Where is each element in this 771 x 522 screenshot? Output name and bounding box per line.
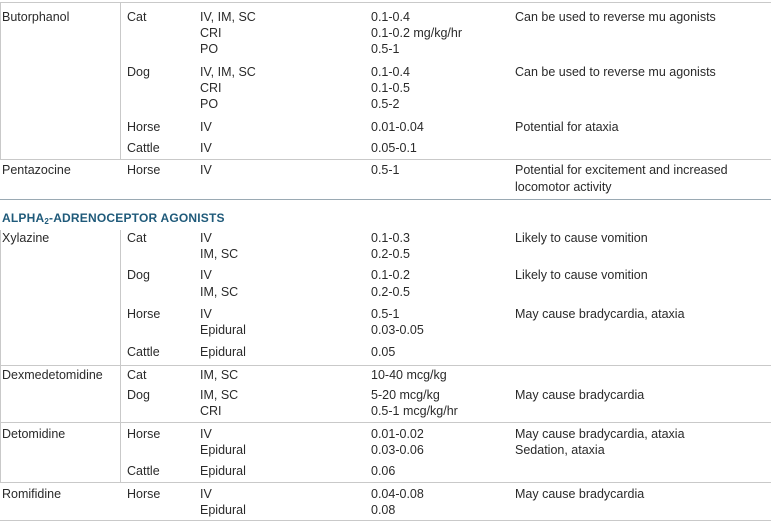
route: PO [200, 42, 219, 56]
comment: Likely to cause vomition [515, 268, 648, 282]
row-divider [0, 199, 771, 200]
dose: 0.06 [371, 464, 396, 478]
comment: Likely to cause vomition [515, 231, 648, 245]
dose: 0.2-0.5 [371, 247, 410, 261]
species-cattle: Cattle [127, 464, 160, 478]
dose: 0.1-0.5 [371, 81, 410, 95]
dose: 0.5-1 [371, 163, 400, 177]
route: Epidural [200, 345, 246, 359]
comment: May cause bradycardia [515, 388, 645, 402]
comment: Potential for ataxia [515, 120, 619, 134]
dose: 0.08 [371, 503, 396, 517]
route: IV [200, 120, 212, 134]
route: IV, IM, SC [200, 65, 256, 79]
row-divider [0, 159, 771, 160]
drug-name: Detomidine [2, 427, 66, 441]
dose: 0.1-0.2 [371, 268, 410, 282]
row-divider [0, 2, 771, 3]
drug-column-divider [0, 2, 1, 159]
species-horse: Horse [127, 487, 161, 501]
comment: May cause bradycardia [515, 487, 645, 501]
dose: 0.5-1 mcg/kg/hr [371, 404, 458, 418]
comment: Can be used to reverse mu agonists [515, 65, 716, 79]
species-cattle: Cattle [127, 345, 160, 359]
route: Epidural [200, 443, 246, 457]
drug-name: Butorphanol [2, 10, 70, 24]
drug-column-divider [120, 422, 121, 482]
row-divider [0, 365, 771, 366]
species-cat: Cat [127, 368, 147, 382]
species-horse: Horse [127, 163, 161, 177]
row-divider [0, 482, 771, 483]
route: IV [200, 487, 212, 501]
drug-name: Dexmedetomidine [2, 368, 103, 382]
dose: 0.05-0.1 [371, 141, 417, 155]
drug-column-divider [0, 365, 1, 422]
drug-name: Xylazine [2, 231, 50, 245]
row-divider [0, 520, 771, 521]
route: IM, SC [200, 388, 239, 402]
route: IM, SC [200, 247, 239, 261]
section-heading [2, 210, 225, 230]
dose: 0.05 [371, 345, 396, 359]
route: IV [200, 141, 212, 155]
row-divider [0, 422, 771, 423]
dose: 0.03-0.05 [371, 323, 424, 337]
route: Epidural [200, 323, 246, 337]
route: IV [200, 307, 212, 321]
drug-name: Pentazocine [2, 163, 71, 177]
species-horse: Horse [127, 120, 161, 134]
comment: locomotor activity [515, 180, 612, 194]
route: IV [200, 163, 212, 177]
dose: 0.04-0.08 [371, 487, 424, 501]
route: PO [200, 97, 219, 111]
dose: 0.5-2 [371, 97, 400, 111]
comment: Can be used to reverse mu agonists [515, 10, 716, 24]
dose: 0.2-0.5 [371, 285, 410, 299]
dose: 0.1-0.2 mg/kg/hr [371, 26, 463, 40]
dose: 0.1-0.4 [371, 10, 410, 24]
route: CRI [200, 404, 222, 418]
section-title-subscript: 2 [44, 217, 49, 226]
dose: 0.5-1 [371, 307, 400, 321]
route: IM, SC [200, 368, 239, 382]
route: IV [200, 268, 212, 282]
drug-column-divider [120, 365, 121, 422]
drug-column-divider [0, 230, 1, 365]
dose: 0.1-0.3 [371, 231, 410, 245]
drug-column-divider [120, 2, 121, 159]
species-dog: Dog [127, 388, 150, 402]
dose: 10-40 mcg/kg [371, 368, 447, 382]
route: Epidural [200, 503, 246, 517]
species-horse: Horse [127, 307, 161, 321]
route: IV [200, 427, 212, 441]
species-dog: Dog [127, 268, 150, 282]
species-cat: Cat [127, 231, 147, 245]
species-cattle: Cattle [127, 141, 160, 155]
section-title-prefix: ALPHA [2, 211, 45, 225]
comment: Potential for excitement and increased [515, 163, 728, 177]
comment: May cause bradycardia, ataxia [515, 427, 685, 441]
comment: May cause bradycardia, ataxia [515, 307, 685, 321]
dose: 0.1-0.4 [371, 65, 410, 79]
drug-column-divider [120, 230, 121, 365]
route: IM, SC [200, 285, 239, 299]
dose: 0.5-1 [371, 42, 400, 56]
dose: 0.03-0.06 [371, 443, 424, 457]
species-horse: Horse [127, 427, 161, 441]
route: IV [200, 231, 212, 245]
drug-name: Romifidine [2, 487, 62, 501]
species-dog: Dog [127, 65, 150, 79]
drug-column-divider [0, 422, 1, 482]
dose: 0.01-0.02 [371, 427, 424, 441]
route: CRI [200, 26, 222, 40]
comment: Sedation, ataxia [515, 443, 605, 457]
route: CRI [200, 81, 222, 95]
route: Epidural [200, 464, 246, 478]
section-title-suffix: -ADRENOCEPTOR AGONISTS [49, 211, 225, 225]
dose: 0.01-0.04 [371, 120, 424, 134]
dose: 5-20 mcg/kg [371, 388, 440, 402]
species-cat: Cat [127, 10, 147, 24]
route: IV, IM, SC [200, 10, 256, 24]
